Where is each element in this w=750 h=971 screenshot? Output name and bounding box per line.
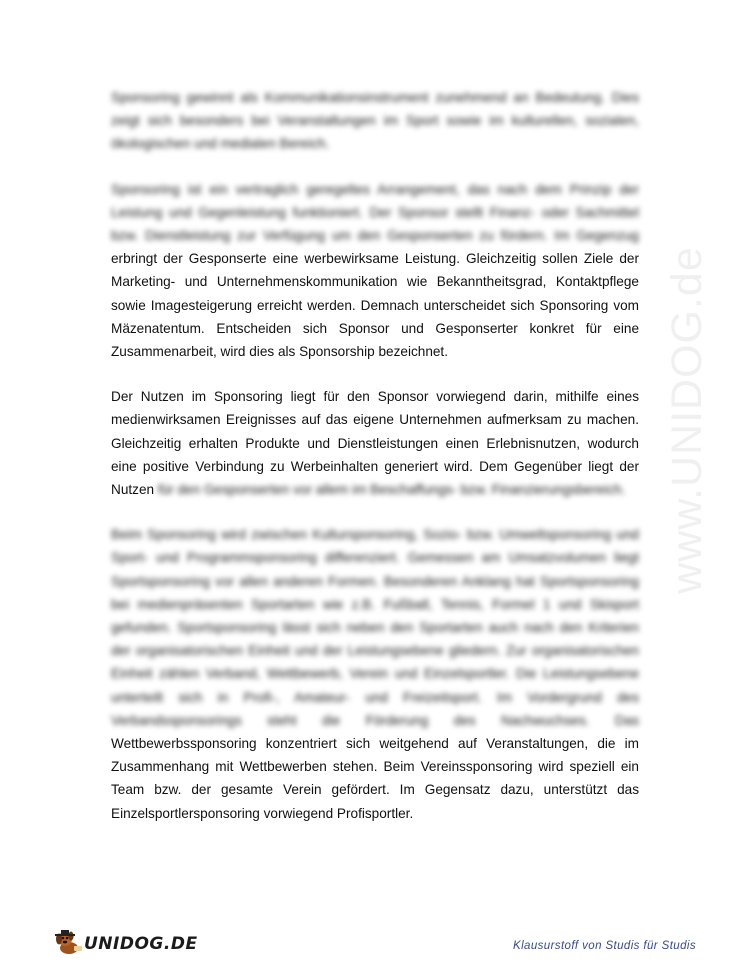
paragraph-2	[111, 178, 639, 364]
paragraph-1	[111, 86, 639, 156]
blurred-text: Beim Sponsoring wird zwischen Kultursponsoring, Sozio- bzw. Umweltsponsoring und Sport- und Programmsponsoring differenziert. Gemessen am Umsatzvolumen liegt Sportsponsoring vor allen anderen Formen. Besonderen Anklang hat Sportsponsoring bei medienpräsenten Sportarten wie z.B. Fußball, Tennis, Formel 1 und Skisport gefunden. Sportsponsoring lässt sich neben den Sportarten auch nach den Kriterien der organisatorischen Einheit und der Leistungsebene gliedern. Zur organisatorischen Einheit zählen Verband, Wettbewerb, Verein und Einzelsportler. Die Leistungsebene unterteilt sich in Profi-, Amateur- und Freizeitsport. Im Vordergrund des Verbandssponsorings steht die Förderung des Nachwuchses. Das	[111, 527, 639, 728]
logo-text: UNIDOG.DE	[84, 934, 198, 954]
blurred-text: für den Gesponserten vor allem im Beschaffungs- bzw. Finanzierungsbereich.	[157, 482, 626, 498]
visible-text: Wettbewerbssponsoring konzentriert sich weitgehend auf Veranstaltungen, die im Zusammenhang mit Wettbewerben stehen. Beim Vereinssponsoring wird speziell ein Team bzw. der gesamte Verein gefördert. Im Gegensatz dazu, unterstützt das Einzelsportlersponsoring vorwiegend Profisportler.	[111, 736, 639, 821]
paragraph-4	[111, 523, 639, 825]
blurred-text: Sponsoring gewinnt als Kommunikationsinstrument zunehmend an Bedeutung. Dies zeigt sich besonders bei Veranstaltungen im Sport sowie im kulturellen, sozialen, ökologischen und medialen Bereich.	[111, 90, 639, 152]
document-body	[111, 86, 639, 847]
dog-mascot-icon	[52, 928, 86, 961]
watermark: www.UNIDOG.de	[663, 246, 711, 594]
visible-text: Der Nutzen im Sponsoring liegt für den Sponsor vorwiegend darin, mithilfe eines medienwirksamen Ereignisses auf das eigene Unternehmen aufmerksam zu machen. Gleichzeitig erhalten Produkte und Dienstleistungen einen Erlebnisnutzen, wodurch eine positive Verbindung zu Werbeinhalten generiert wird. Dem Gegenüber liegt der Nutzen	[111, 389, 639, 498]
visible-text: erbringt der Gesponserte eine werbewirksame Leistung. Gleichzeitig sollen Ziele der Marketing- und Unternehmenskommunikation wie Bekanntheitsgrad, Kontaktpflege sowie Imagesteigerung erreicht werden. Demnach unterscheidet sich Sponsoring vom Mäzenatentum. Entscheiden sich Sponsor und Gesponserter konkret für eine Zusammenarbeit, wird dies als Sponsorship bezeichnet.	[111, 251, 639, 360]
footer-slogan: Klausurstoff von Studis für Studis	[513, 940, 696, 952]
paragraph-3	[111, 385, 639, 501]
unidog-logo	[52, 930, 198, 958]
page-footer	[0, 924, 750, 964]
blurred-text: Sponsoring ist ein vertraglich geregeltes Arrangement, das nach dem Prinzip der Leistung und Gegenleistung funktioniert. Der Sponsor stellt Finanz- oder Sachmittel bzw. Dienstleistung zur Verfügung um den Gesponserten zu fördern. Im Gegenzug	[111, 181, 639, 244]
